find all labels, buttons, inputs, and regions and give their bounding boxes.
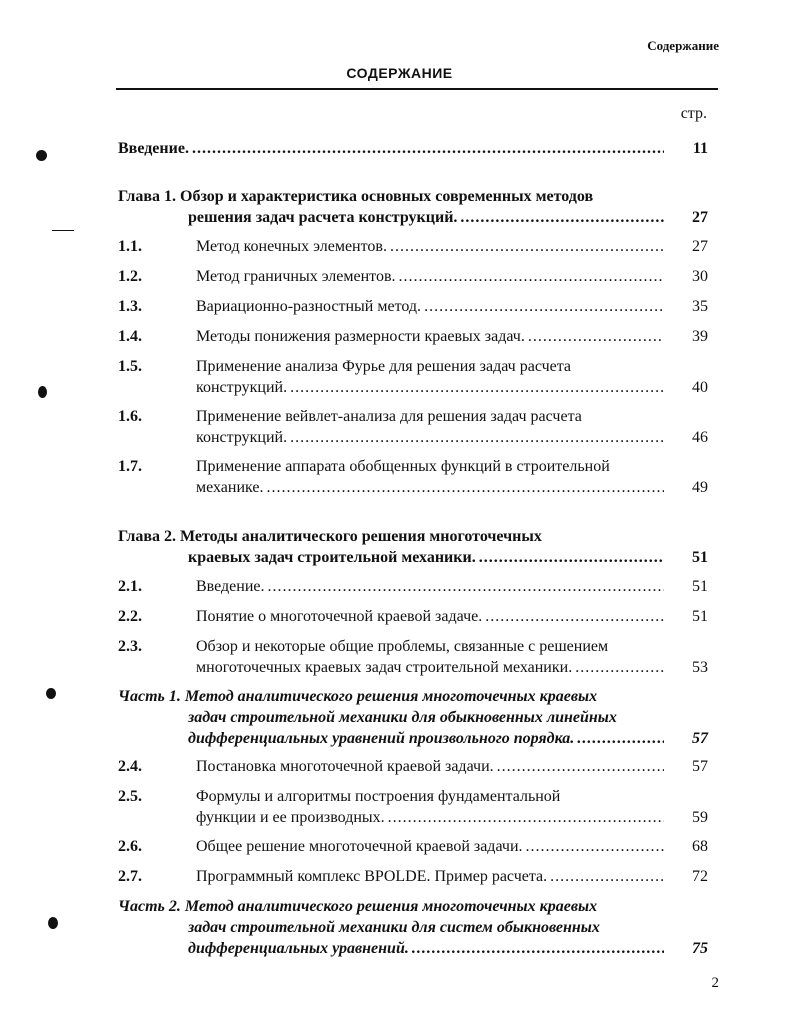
toc-item[interactable] bbox=[118, 356, 708, 398]
toc-entry-line: механике. bbox=[196, 479, 264, 496]
toc-page-number: 51 bbox=[692, 608, 708, 625]
toc-entry-line: Формулы и алгоритмы построения фундаментальной bbox=[196, 788, 561, 805]
toc-entry-line: Метод граничных элементов. bbox=[196, 268, 396, 285]
toc-part[interactable] bbox=[118, 686, 708, 749]
toc-page-number: 30 bbox=[692, 268, 708, 285]
toc-entry-title bbox=[196, 786, 664, 828]
toc-item-number: 1.5. bbox=[118, 358, 142, 375]
toc-entry-title bbox=[196, 356, 664, 398]
toc-item[interactable] bbox=[118, 836, 708, 857]
toc-entry-line: Глава 2. Методы аналитического решения многоточечных bbox=[118, 528, 542, 545]
toc-item-number: 2.4. bbox=[118, 758, 142, 775]
dot-leader bbox=[526, 836, 664, 857]
page-number: 2 bbox=[711, 975, 719, 991]
toc-item-number: 1.7. bbox=[118, 458, 142, 475]
toc-item-number: 2.1. bbox=[118, 578, 142, 595]
toc-item[interactable] bbox=[118, 406, 708, 448]
dot-leader bbox=[290, 377, 664, 398]
toc-entry-line: дифференциальных уравнений. bbox=[188, 940, 409, 957]
dot-leader bbox=[192, 138, 664, 159]
dot-leader bbox=[497, 756, 664, 777]
dot-leader bbox=[424, 296, 664, 317]
dot-leader bbox=[528, 326, 664, 347]
toc-entry-line: Общее решение многоточечной краевой задачи. bbox=[196, 838, 523, 855]
toc-entry-title bbox=[196, 636, 664, 678]
toc-item[interactable] bbox=[118, 606, 708, 627]
toc-item-number: 2.6. bbox=[118, 838, 142, 855]
dot-leader bbox=[577, 728, 664, 749]
binder-hole-mark bbox=[36, 150, 47, 161]
toc-title: СОДЕРЖАНИЕ bbox=[346, 65, 453, 81]
toc-entry-title bbox=[196, 606, 664, 627]
dot-leader bbox=[399, 266, 664, 287]
toc-entry-title bbox=[196, 266, 664, 287]
dot-leader bbox=[485, 606, 664, 627]
toc-item[interactable] bbox=[118, 756, 708, 777]
toc-intro[interactable] bbox=[118, 138, 708, 159]
toc-entry-line: Метод конечных элементов. bbox=[196, 238, 387, 255]
toc-page-number: 39 bbox=[692, 328, 708, 345]
toc-page-number: 46 bbox=[692, 429, 708, 446]
toc-entry-title bbox=[196, 456, 664, 498]
toc-entry-line: Постановка многоточечной краевой задачи. bbox=[196, 758, 494, 775]
toc-entry-line: Глава 1. Обзор и характеристика основных современных методов bbox=[118, 188, 594, 205]
toc-item[interactable] bbox=[118, 326, 708, 347]
toc-item-number: 1.2. bbox=[118, 268, 142, 285]
toc-chapter[interactable] bbox=[118, 186, 708, 228]
toc-item-number: 2.2. bbox=[118, 608, 142, 625]
toc-entry-title bbox=[196, 866, 664, 887]
toc-entry-title bbox=[196, 296, 664, 317]
toc-entry-line: Методы понижения размерности краевых задач. bbox=[196, 328, 525, 345]
toc-item[interactable] bbox=[118, 236, 708, 257]
toc-entry-line: Часть 1. Метод аналитического решения многоточечных краевых bbox=[118, 688, 598, 705]
toc-page-number: 51 bbox=[692, 549, 708, 566]
toc-page-number: 27 bbox=[692, 209, 708, 226]
toc-page-number: 68 bbox=[692, 838, 708, 855]
binder-hole-mark bbox=[48, 917, 58, 929]
toc-entry-title bbox=[196, 236, 664, 257]
dot-leader bbox=[290, 427, 664, 448]
toc-entry-line: Обзор и некоторые общие проблемы, связанные с решением bbox=[196, 638, 609, 655]
toc-entry-title bbox=[118, 896, 664, 959]
toc-entry-line: Применение аппарата обобщенных функций в строительной bbox=[196, 458, 610, 475]
toc-entry-line: Программный комплекс BPOLDE. Пример расчета. bbox=[196, 868, 548, 885]
toc-item-number: 2.3. bbox=[118, 638, 142, 655]
toc-entry-title bbox=[118, 526, 664, 568]
toc-item-number: 2.7. bbox=[118, 868, 142, 885]
toc-entry-line: конструкций. bbox=[196, 379, 288, 396]
toc-entry-title bbox=[196, 406, 664, 448]
title-rule bbox=[116, 88, 718, 90]
toc-entry-line: Понятие о многоточечной краевой задаче. bbox=[196, 608, 483, 625]
toc-item-number: 1.4. bbox=[118, 328, 142, 345]
toc-item[interactable] bbox=[118, 866, 708, 887]
dot-leader bbox=[550, 866, 664, 887]
toc-page-number: 59 bbox=[692, 809, 708, 826]
binder-hole-mark bbox=[38, 386, 47, 398]
toc-page-number: 72 bbox=[692, 868, 708, 885]
toc-item[interactable] bbox=[118, 456, 708, 498]
toc-item-number: 1.1. bbox=[118, 238, 142, 255]
toc-item[interactable] bbox=[118, 266, 708, 287]
toc-item-number: 1.3. bbox=[118, 298, 142, 315]
toc-entry-line: функции и ее производных. bbox=[196, 809, 385, 826]
toc-item[interactable] bbox=[118, 786, 708, 828]
toc-entry-title bbox=[196, 576, 664, 597]
toc-entry-line: Применение анализа Фурье для решения задач расчета bbox=[196, 358, 572, 375]
dot-leader bbox=[575, 657, 664, 678]
toc-entry-line: краевых задач строительной механики. bbox=[188, 549, 476, 566]
toc-page-number: 11 bbox=[692, 140, 708, 157]
page-column-label: стр. bbox=[680, 105, 707, 122]
toc-entry-title bbox=[196, 836, 664, 857]
toc-page-number: 75 bbox=[692, 940, 708, 957]
toc-page-number: 57 bbox=[692, 758, 708, 775]
toc-item-number: 2.5. bbox=[118, 788, 142, 805]
toc-entry-line: Введение. bbox=[196, 578, 265, 595]
binder-hole-mark bbox=[46, 688, 56, 699]
toc-page-number: 40 bbox=[692, 379, 708, 396]
toc-item-number: 1.6. bbox=[118, 408, 142, 425]
dot-leader bbox=[268, 576, 665, 597]
toc-entry-line: многоточечных краевых задач строительной механики. bbox=[196, 659, 573, 676]
dot-leader bbox=[460, 207, 664, 228]
toc-entry-title bbox=[196, 756, 664, 777]
toc-page-number: 53 bbox=[692, 659, 708, 676]
toc-entry-line: задач строительной механики для систем обыкновенных bbox=[188, 919, 600, 936]
toc-entry-line: Введение. bbox=[118, 140, 189, 157]
toc-page-number: 57 bbox=[692, 730, 708, 747]
toc-page-number: 49 bbox=[692, 479, 708, 496]
dot-leader bbox=[388, 807, 664, 828]
toc-page-number: 35 bbox=[692, 298, 708, 315]
dot-leader bbox=[390, 236, 664, 257]
dot-leader bbox=[267, 477, 664, 498]
toc-entry-line: решения задач расчета конструкций. bbox=[188, 209, 458, 226]
toc-chapter[interactable] bbox=[118, 526, 708, 568]
toc-entry-line: дифференциальных уравнений произвольного порядка. bbox=[188, 730, 575, 747]
toc-item[interactable] bbox=[118, 636, 708, 678]
running-header: Содержание bbox=[647, 38, 719, 53]
toc-part[interactable] bbox=[118, 896, 708, 959]
scan-artifact-mark bbox=[52, 230, 74, 231]
toc-item[interactable] bbox=[118, 576, 708, 597]
toc-entry-line: задач строительной механики для обыкновенных линейных bbox=[188, 709, 617, 726]
toc-entry-title bbox=[196, 326, 664, 347]
toc-entry-title bbox=[118, 186, 664, 228]
dot-leader bbox=[479, 547, 664, 568]
toc-item[interactable] bbox=[118, 296, 708, 317]
toc-page-number: 27 bbox=[692, 238, 708, 255]
toc-entry-line: Вариационно-разностный метод. bbox=[196, 298, 422, 315]
toc-page-number: 51 bbox=[692, 578, 708, 595]
toc-entry-line: Применение вейвлет-анализа для решения задач расчета bbox=[196, 408, 582, 425]
dot-leader bbox=[412, 938, 664, 959]
toc-entry-title bbox=[118, 138, 664, 159]
toc-entry-line: Часть 2. Метод аналитического решения многоточечных краевых bbox=[118, 898, 598, 915]
toc-entry-line: конструкций. bbox=[196, 429, 288, 446]
toc-entry-title bbox=[118, 686, 664, 749]
